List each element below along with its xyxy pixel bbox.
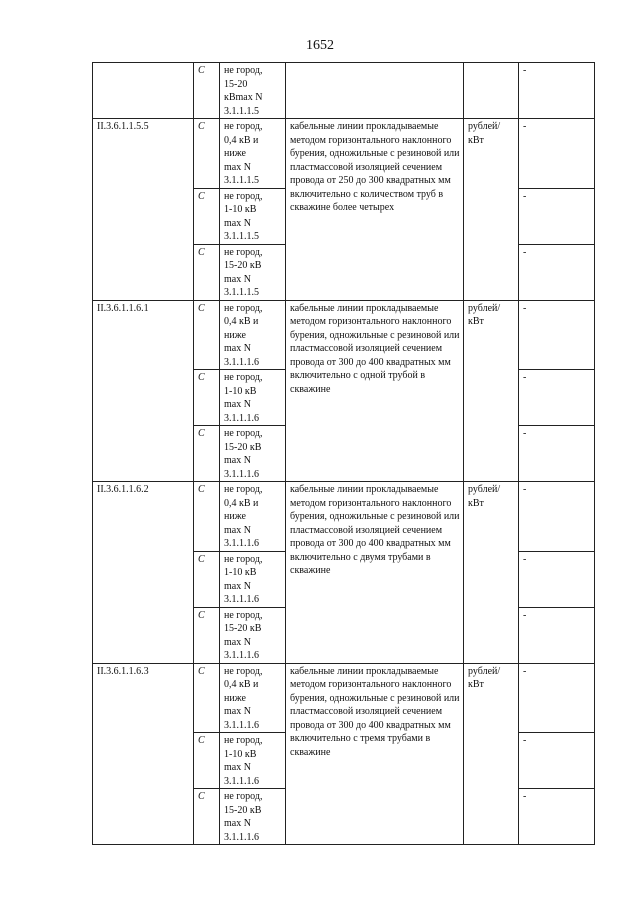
rate-cell: - (519, 300, 595, 370)
condition-line: не город, (224, 65, 263, 76)
category-cell: C (194, 370, 220, 426)
condition-line: не город, (224, 553, 263, 565)
rate-cell: - (519, 188, 595, 244)
condition-line: max N (224, 455, 251, 466)
item-code (93, 63, 194, 119)
condition-line: ниже (224, 692, 246, 704)
item-description: кабельные линии прокладываемые методом горизонтального наклонного бурения, одножильные с резиновой или пластмассовой изоляцией сечением провода от 300 до 400 квадратных мм включительно с двумя трубами в скважине (286, 482, 464, 664)
category-cell: C (194, 63, 220, 119)
category-cell: C (194, 733, 220, 789)
condition-line: 0,4 кВ и (224, 497, 259, 509)
unit-cell: рублей/кВт (464, 119, 519, 301)
condition-line: 15-20 кВ (224, 804, 262, 816)
condition-cell (220, 789, 286, 845)
condition-line: не город, (224, 372, 263, 383)
condition-line: 3.1.1.1.6 (224, 719, 259, 731)
condition-line: ниже (224, 148, 246, 159)
condition-line: не город, (224, 609, 263, 621)
condition-line: max N (224, 762, 251, 773)
unit-cell: рублей/кВт (464, 300, 519, 482)
table-row (93, 663, 595, 733)
category-cell: C (194, 188, 220, 244)
condition-line: не город, (224, 302, 263, 314)
rate-cell: - (519, 663, 595, 733)
item-description: кабельные линии прокладываемые методом горизонтального наклонного бурения, одножильные с резиновой или пластмассовой изоляцией сечением провода от 300 до 400 квадратных мм включительно с тремя трубами в скважине (286, 663, 464, 845)
item-code: II.3.6.1.1.6.1 (93, 300, 194, 482)
condition-line: max N (224, 636, 251, 648)
condition-line: 15-20 кВ (224, 260, 262, 271)
condition-line: не город, (224, 428, 263, 439)
condition-line: 0,4 кВ и (224, 134, 259, 146)
category-cell: C (194, 482, 220, 552)
condition-line: 3.1.1.1.6 (224, 356, 259, 368)
condition-line: не город, (224, 190, 263, 202)
condition-line: не город, (224, 484, 263, 495)
condition-line: max N (224, 217, 251, 229)
condition-line: 3.1.1.1.5 (224, 287, 259, 298)
table-row (93, 119, 595, 189)
condition-line: 3.1.1.1.6 (224, 831, 259, 843)
condition-line: max N (224, 818, 251, 829)
condition-line: ниже (224, 511, 246, 522)
condition-cell (220, 188, 286, 244)
condition-line: 3.1.1.1.6 (224, 412, 259, 424)
category-cell: C (194, 119, 220, 189)
tariff-table-body (93, 63, 595, 845)
condition-line: max N (224, 524, 251, 536)
table-row (93, 63, 595, 119)
condition-cell (220, 119, 286, 189)
condition-line: 3.1.1.1.6 (224, 775, 259, 787)
rate-cell: - (519, 370, 595, 426)
condition-line: 1-10 кВ (224, 748, 257, 760)
rate-cell: - (519, 733, 595, 789)
condition-cell (220, 551, 286, 607)
condition-line: кВmax N (224, 92, 263, 103)
condition-line: 15-20 кВ (224, 623, 262, 634)
condition-line: max N (224, 706, 251, 717)
condition-line: 15-20 (224, 78, 248, 90)
category-cell: C (194, 789, 220, 845)
condition-cell (220, 482, 286, 552)
condition-line: 1-10 кВ (224, 567, 257, 578)
condition-line: 3.1.1.1.5 (224, 175, 259, 186)
condition-line: 15-20 кВ (224, 441, 262, 453)
rate-cell: - (519, 119, 595, 189)
item-description: кабельные линии прокладываемые методом горизонтального наклонного бурения, одножильные с резиновой или пластмассовой изоляцией сечением провода от 300 до 400 квадратных мм включительно с одной трубой в скважине (286, 300, 464, 482)
item-code: II.3.6.1.1.6.3 (93, 663, 194, 845)
condition-line: 3.1.1.1.5 (224, 105, 259, 117)
table-row (93, 482, 595, 552)
category-cell: C (194, 300, 220, 370)
condition-line: max N (224, 580, 251, 592)
unit-cell (464, 63, 519, 119)
condition-line: max N (224, 273, 251, 285)
condition-line: 0,4 кВ и (224, 316, 259, 327)
condition-cell (220, 426, 286, 482)
rate-cell: - (519, 607, 595, 663)
rate-cell: - (519, 551, 595, 607)
condition-line: не город, (224, 665, 263, 677)
condition-line: 1-10 кВ (224, 385, 257, 397)
condition-line: max N (224, 161, 251, 173)
item-description (286, 63, 464, 119)
page-number: 1652 (306, 38, 334, 53)
condition-line: не город, (224, 791, 263, 802)
condition-cell (220, 300, 286, 370)
condition-line: не город, (224, 735, 263, 746)
category-cell: C (194, 607, 220, 663)
item-description: кабельные линии прокладываемые методом горизонтального наклонного бурения, одножильные с резиновой или пластмассовой изоляцией сечением провода от 250 до 300 квадратных мм включительно с количеством труб в скважине более четырех (286, 119, 464, 301)
condition-line: 3.1.1.1.5 (224, 231, 259, 242)
condition-cell (220, 663, 286, 733)
unit-cell: рублей/кВт (464, 482, 519, 664)
condition-line: 1-10 кВ (224, 204, 257, 215)
category-cell: C (194, 244, 220, 300)
condition-cell (220, 733, 286, 789)
unit-cell: рублей/кВт (464, 663, 519, 845)
condition-line: max N (224, 343, 251, 354)
condition-line: 0,4 кВ и (224, 679, 259, 690)
category-cell: C (194, 426, 220, 482)
condition-line: 3.1.1.1.6 (224, 594, 259, 605)
rate-cell: - (519, 789, 595, 845)
tariff-table (92, 62, 595, 845)
rate-cell: - (519, 244, 595, 300)
rate-cell: - (519, 63, 595, 119)
category-cell: C (194, 663, 220, 733)
condition-cell (220, 607, 286, 663)
condition-line: ниже (224, 329, 246, 341)
rate-cell: - (519, 482, 595, 552)
condition-cell (220, 244, 286, 300)
item-code: II.3.6.1.1.6.2 (93, 482, 194, 664)
condition-line: max N (224, 399, 251, 410)
condition-line: не город, (224, 246, 263, 258)
table-row (93, 300, 595, 370)
condition-line: 3.1.1.1.6 (224, 538, 259, 549)
category-cell: C (194, 551, 220, 607)
item-code: II.3.6.1.1.5.5 (93, 119, 194, 301)
condition-line: 3.1.1.1.6 (224, 468, 259, 480)
condition-line: 3.1.1.1.6 (224, 650, 259, 661)
condition-cell (220, 370, 286, 426)
condition-cell (220, 63, 286, 119)
condition-line: не город, (224, 121, 263, 132)
rate-cell: - (519, 426, 595, 482)
